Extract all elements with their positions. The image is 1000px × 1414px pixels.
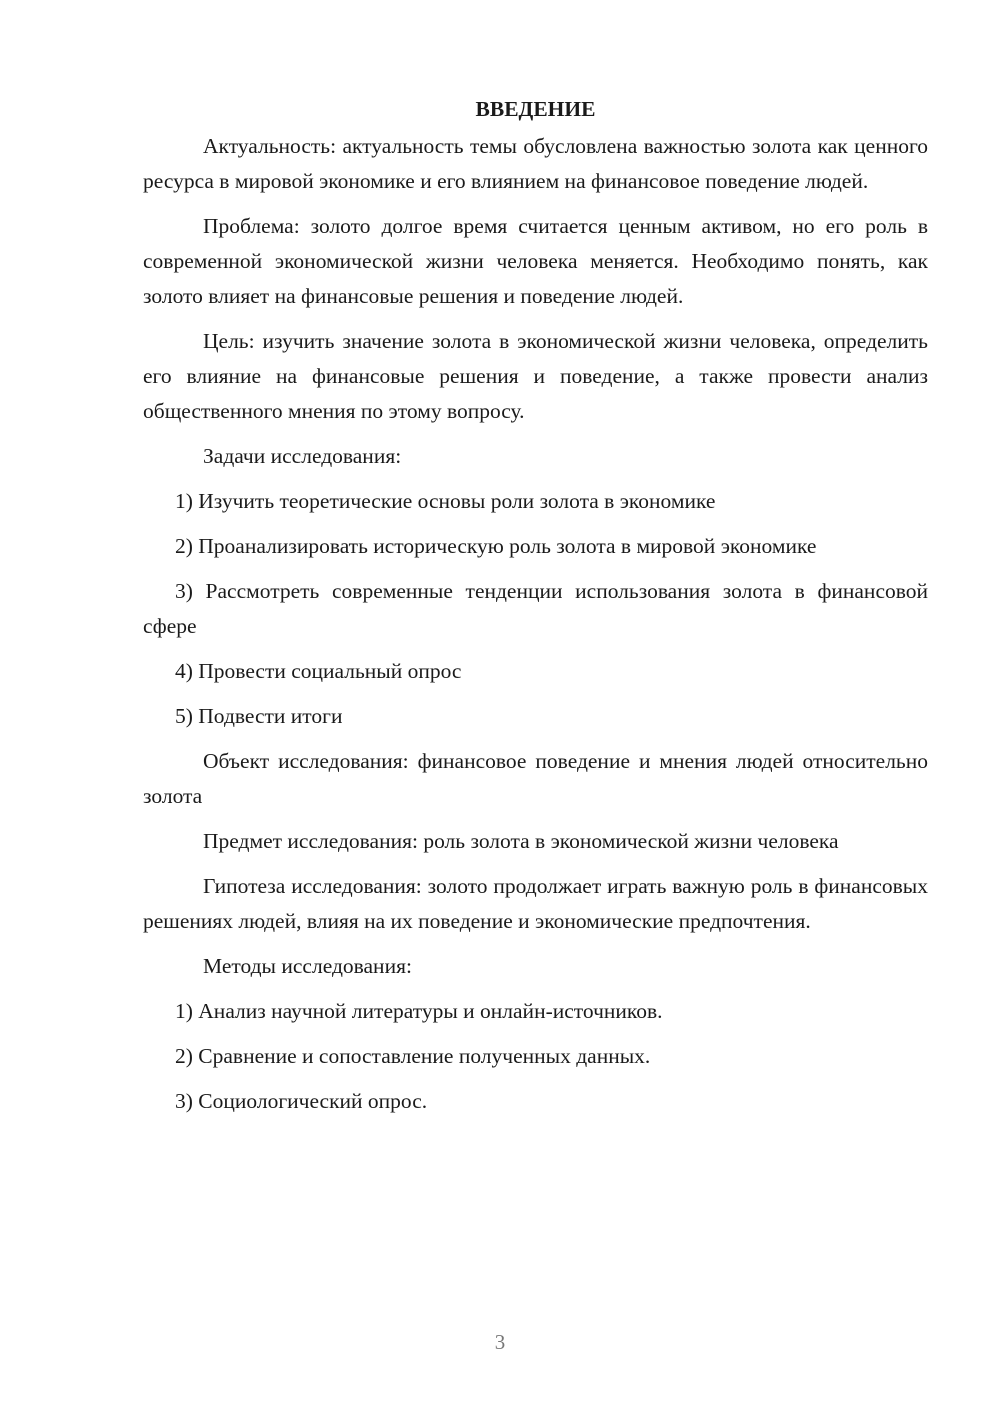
- hypothesis-paragraph: Гипотеза исследования: золото продолжает играть важную роль в финансовых решениях людей, влияя на их поведение и экономические предпочтения.: [143, 874, 928, 933]
- list-item: 1) Анализ научной литературы и онлайн-источников.: [175, 999, 663, 1023]
- list-item: 1) Изучить теоретические основы роли золота в экономике: [175, 489, 716, 513]
- relevance-paragraph: Актуальность: актуальность темы обусловлена важностью золота как ценного ресурса в мировой экономике и его влиянием на финансовое поведение людей.: [143, 134, 928, 193]
- problem-paragraph: Проблема: золото долгое время считается ценным активом, но его роль в современной экономической жизни человека меняется. Необходимо понять, как золото влияет на финансовые решения и поведение людей.: [143, 214, 928, 308]
- list-item: 3) Рассмотреть современные тенденции использования золота в финансовой сфере: [143, 579, 928, 638]
- page-title: ВВЕДЕНИЕ: [475, 97, 596, 121]
- document-page: [143, 92, 928, 1129]
- subject-paragraph: Предмет исследования: роль золота в экономической жизни человека: [203, 829, 839, 853]
- list-item: 2) Сравнение и сопоставление полученных данных.: [175, 1044, 651, 1068]
- methods-list: [143, 994, 928, 1119]
- list-item: 2) Проанализировать историческую роль золота в мировой экономике: [175, 534, 817, 558]
- tasks-list: [143, 484, 928, 734]
- methods-heading: Методы исследования:: [203, 954, 412, 978]
- list-item: 4) Провести социальный опрос: [175, 659, 462, 683]
- goal-paragraph: Цель: изучить значение золота в экономической жизни человека, определить его влияние на финансовые решения и поведение, а также провести анализ общественного мнения по этому вопросу.: [143, 329, 928, 423]
- page-number: 3: [494, 1330, 506, 1354]
- list-item: 5) Подвести итоги: [175, 704, 343, 728]
- list-item: 3) Социологический опрос.: [175, 1089, 428, 1113]
- tasks-heading: Задачи исследования:: [203, 444, 402, 468]
- object-paragraph: Объект исследования: финансовое поведение и мнения людей относительно золота: [143, 749, 928, 808]
